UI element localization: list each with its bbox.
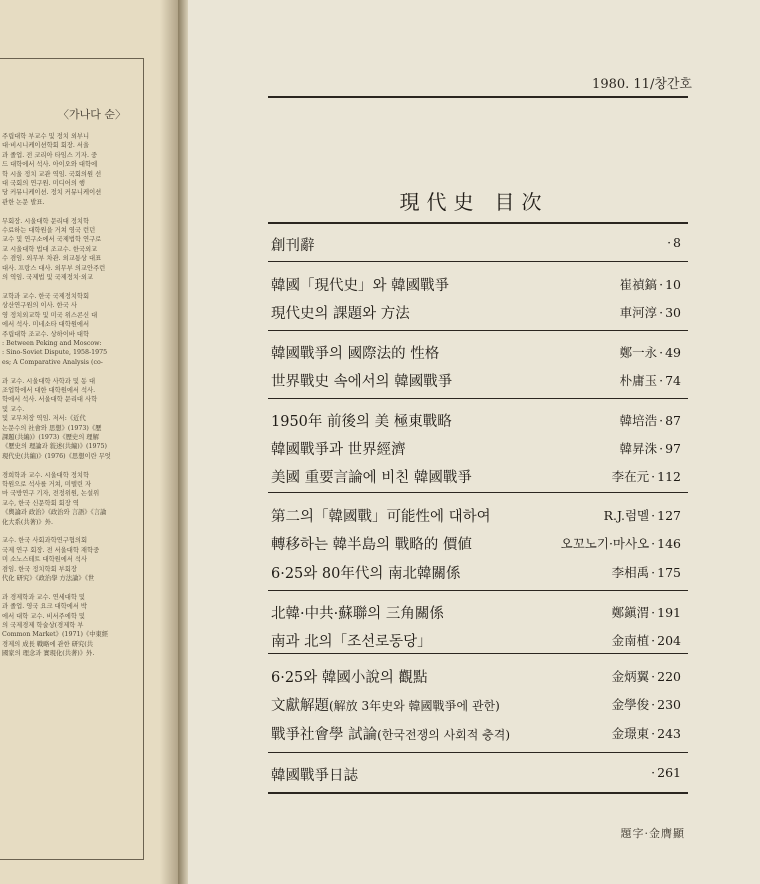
toc-entry[interactable]: [271, 234, 681, 258]
left-page-line: 논문수의 社會와 思想》(1973)《歷: [2, 424, 102, 432]
toc-entry-author-page: [612, 467, 681, 485]
left-page-line: 관한 논문 발표.: [2, 198, 45, 206]
toc-entry-page: 220: [657, 669, 681, 684]
toc-title: [188, 186, 760, 215]
toc-entry-separator: ·: [659, 305, 664, 320]
toc-entry-separator: ·: [659, 413, 664, 428]
left-facing-page: [0, 0, 178, 884]
toc-entry-separator: ·: [659, 373, 664, 388]
left-page-line: 학 시울 정치 교관 역임. 국회의원 선: [2, 170, 102, 178]
toc-entry[interactable]: [271, 438, 681, 462]
toc-entry-author-page: [612, 563, 681, 581]
toc-entry-separator: ·: [659, 277, 664, 292]
left-page-line: 교수. 한국 사회과학연구협의회: [2, 537, 88, 545]
toc-entry-separator: ·: [651, 633, 656, 648]
toc-divider: [268, 261, 688, 262]
toc-entry-page: 30: [665, 305, 681, 320]
toc-divider: [268, 330, 688, 331]
left-page-line: 주립대학 부교수 및 정치 외부니: [2, 133, 90, 140]
toc-entry-separator: ·: [651, 469, 656, 484]
left-page-line: 대사. 프랑스 대사. 외무부 의교안주런: [2, 264, 106, 272]
toc-entry-separator: ·: [651, 765, 656, 780]
left-page-header: 〈가나다 순〉: [58, 108, 127, 121]
toc-entry-separator: ·: [667, 235, 672, 250]
toc-entry-separator: ·: [651, 605, 656, 620]
toc-entry-title: [271, 438, 406, 459]
left-page-line: 에서 대학 교수. 비서주에학 및: [2, 612, 86, 620]
toc-entry-title-text: 韓國戰爭과 世界經濟: [271, 442, 406, 458]
left-page-line: 수료하는 대학원을 거쳐 영국 런던: [2, 227, 96, 235]
left-page-line: 미 소노스테트 대학원에서 석사: [2, 556, 88, 564]
toc-entry-page: 204: [657, 633, 681, 648]
toc-entry-author-page: [620, 439, 681, 457]
left-page-line: [2, 282, 142, 291]
left-page-line: 과 경제학과 교수. 연세대학 및: [2, 593, 86, 601]
left-page-line: : Between Peking and Moscow:: [2, 339, 102, 347]
left-page-line: 대·비시니케이션학회 회장. 서울: [2, 142, 90, 150]
left-page-line: 상산연구원의 이사. 한국 사: [2, 302, 77, 310]
toc-entry-title-text: 南과 北의「조선로동당」: [271, 634, 432, 650]
toc-title-sub: 目次: [494, 190, 549, 214]
toc-entry-title: [271, 466, 472, 487]
left-page-line: 《輿論과 政治》《政治와 言語》《言論: [2, 509, 107, 517]
toc-entry-author-page: [620, 371, 681, 389]
toc-divider: [268, 792, 688, 794]
toc-entry-title-text: 1950年 前後의 美 極東戰略: [271, 414, 452, 430]
toc-entry-title: [271, 764, 358, 785]
toc-entry-subtitle: (解放 3年史와 韓國戰爭에 관한): [329, 699, 500, 713]
book-gutter: [178, 0, 188, 884]
toc-entry-author-page: [649, 765, 681, 780]
toc-entry-author-page: [620, 303, 681, 321]
toc-entry-title: [271, 274, 449, 295]
left-page-line: 수 겸임. 외무부 차관. 외교통상 대표: [2, 255, 102, 263]
left-page-line: [2, 461, 142, 470]
toc-entry-page: 8: [673, 235, 681, 250]
left-page-line: 교 시울대학 법대 조교수. 한국외교: [2, 245, 98, 253]
toc-entry-page: 230: [657, 697, 681, 712]
toc-entry-author-page: [612, 667, 681, 685]
toc-entry-author-page: [612, 631, 681, 649]
toc-entry-title-text: 創刊辭: [271, 238, 315, 254]
left-page-line: 化大系(共著)》外.: [2, 518, 53, 526]
toc-entry-title-text: 轉移하는 韓半島의 戰略的 價値: [271, 537, 472, 553]
left-page-line: [2, 583, 142, 592]
toc-entry-title: [271, 533, 472, 554]
issue-label: 1980. 11/창간호: [592, 77, 692, 92]
toc-divider: [268, 653, 688, 654]
left-page-line: 代化 研究》《政治學 方法論》《世: [2, 575, 95, 583]
left-page-line: [2, 527, 142, 536]
toc-entry[interactable]: [271, 723, 681, 747]
toc-entry-author-page: [612, 695, 681, 713]
toc-entry[interactable]: [271, 505, 681, 529]
toc-entry[interactable]: [271, 302, 681, 326]
toc-entry-author: 韓昇洙: [619, 441, 658, 456]
toc-entry-author-page: [612, 724, 681, 742]
toc-entry-page: 49: [665, 345, 681, 360]
toc-divider: [268, 492, 688, 493]
toc-entry-title: [271, 602, 444, 623]
toc-entry-title-text: 文獻解題: [271, 698, 329, 714]
toc-entry-page: 261: [657, 765, 681, 780]
toc-entry[interactable]: [271, 630, 681, 654]
toc-entry-title-text: 世界戰史 속에서의 韓國戰爭: [271, 374, 453, 390]
toc-entry-title: [271, 723, 510, 744]
left-page-line: 학에서 석사. 서울대학 문리대 사학: [2, 396, 98, 404]
toc-entry-title: [271, 302, 410, 323]
toc-entry-author: 오꼬노기·마사오: [560, 536, 650, 551]
left-page-line: 당 커뮤니케이션. 정치 커뮤니케이션: [2, 189, 102, 197]
toc-entry[interactable]: [271, 533, 681, 557]
toc-divider: [268, 398, 688, 399]
toc-entry-title-text: 韓國戰爭日誌: [271, 768, 358, 784]
left-page-line: 대 국회의 연구원. 미디어의 행: [2, 180, 86, 188]
toc-entry-title: [271, 505, 491, 526]
toc-entry-author-page: [561, 534, 681, 552]
top-rule: [268, 96, 688, 98]
toc-entry-title-text: 北韓·中共·蘇聯의 三角關係: [271, 606, 444, 622]
toc-entry-title-text: 第二의「韓國戰」可能性에 대하여: [271, 509, 491, 525]
toc-entry-page: 243: [657, 726, 681, 741]
toc-entry-title-text: 6·25와 80年代의 南北韓關係: [271, 566, 461, 582]
toc-page: [188, 0, 760, 884]
toc-entry[interactable]: [271, 666, 681, 690]
toc-entry-author: 金璟東: [611, 726, 650, 741]
toc-entry-separator: ·: [651, 565, 656, 580]
toc-entry-author: 鄭一永: [619, 345, 658, 360]
toc-entry-title-text: 6·25와 韓國小說의 觀點: [271, 670, 428, 686]
toc-entry-author-page: [604, 506, 681, 524]
toc-entry-separator: ·: [651, 536, 656, 551]
toc-entry-author: 崔禎鎬: [619, 277, 658, 292]
calligraphy-credit: 題字·金膺顯: [620, 827, 685, 840]
left-page-line: [2, 207, 142, 216]
toc-entry-author: R.J.럼멜: [603, 508, 650, 523]
toc-entry-page: 146: [657, 536, 681, 551]
left-page-line: : Sino-Soviet Dispute, 1958-1975: [2, 349, 108, 357]
toc-entry-author: 李在元: [611, 469, 650, 484]
toc-entry-author-page: [665, 235, 681, 250]
toc-entry-separator: ·: [659, 441, 664, 456]
toc-entry-separator: ·: [651, 508, 656, 523]
toc-entry-separator: ·: [659, 345, 664, 360]
left-page-line: 드 대학에서 석사. 아이오와 대학에: [2, 161, 98, 169]
toc-entry-author: 金南植: [611, 633, 650, 648]
left-page-line: 영 정치외교학 및 미국 위스콘신 대: [2, 311, 98, 319]
toc-entry-title: [271, 562, 460, 583]
toc-entry-author: 車河淳: [619, 305, 658, 320]
left-page-line: 교학과 교수. 한국 국제정치학회: [2, 292, 90, 300]
left-page-line: 조업학에서 대한 대학원에서 석사.: [2, 386, 96, 394]
toc-entry[interactable]: [271, 410, 681, 434]
toc-entry-title: [271, 342, 439, 363]
left-page-line: 경희학과 교수. 시울대학 정치학: [2, 471, 90, 479]
toc-entry[interactable]: [271, 562, 681, 586]
toc-entry-title-text: 韓國「現代史」와 韓國戰爭: [271, 278, 450, 294]
toc-entry-author-page: [612, 603, 681, 621]
left-page-line: 및 교수.: [2, 405, 25, 413]
toc-entry-title-text: 現代史의 課題와 方法: [271, 306, 410, 322]
toc-entry-separator: ·: [651, 726, 656, 741]
toc-entry[interactable]: [271, 370, 681, 394]
left-page-line: 과 졸업. 영국 요크 대학에서 박: [2, 603, 88, 611]
left-page-line: Common Market》(1971)《中東經: [2, 631, 109, 639]
left-page-line: 및 교무처장 역임. 저서:《近代: [2, 415, 86, 423]
toc-entry-title: [271, 234, 315, 255]
left-page-line: 에서 석사. 미네소타 대학원에서: [2, 321, 90, 329]
toc-entry-author-page: [620, 411, 681, 429]
toc-entry-author: 朴庸玉: [619, 373, 658, 388]
toc-divider: [268, 590, 688, 591]
toc-entry-author: 金炳翼: [611, 669, 650, 684]
left-page-line: [2, 367, 142, 376]
left-page-text: [2, 132, 142, 659]
left-page-line: 現代史(共編)》(1976)《思想이란 무엇: [2, 452, 111, 460]
toc-entry-page: 112: [657, 469, 681, 484]
toc-entry[interactable]: [271, 342, 681, 366]
left-page-line: 과 졸업. 전 코리아 타임스 기자. 중: [2, 151, 98, 159]
left-page-line: 교수 및 연구소에서 국제법학 연구로: [2, 236, 102, 244]
toc-entry-title: [271, 666, 428, 687]
left-page-line: 학원으로 석사를 거쳐, 미텔린 자: [2, 480, 92, 488]
toc-entry-page: 191: [657, 605, 681, 620]
toc-entry-page: 10: [665, 277, 681, 292]
toc-entry-subtitle: (한국전쟁의 사회적 충격): [377, 728, 511, 742]
toc-entry-page: 127: [657, 508, 681, 523]
toc-entry-page: 97: [665, 441, 681, 456]
toc-entry-page: 175: [657, 565, 681, 580]
left-page-line: 의 역임. 국제법 및 국제정치·외교: [2, 274, 94, 282]
toc-entry-author: 李相禹: [611, 565, 650, 580]
toc-divider: [268, 752, 688, 753]
toc-divider: [268, 222, 688, 224]
toc-entry-title: [271, 370, 452, 391]
toc-entry-page: 74: [665, 373, 681, 388]
toc-title-main: 現代史: [399, 190, 481, 214]
toc-entry-author-page: [620, 275, 681, 293]
toc-entry-title: [271, 630, 432, 651]
toc-entry-separator: ·: [651, 697, 656, 712]
left-page-line: 무회장. 시울대학 문리대 정치학: [2, 217, 90, 225]
left-page-line: 경제의 成長 戰略에 관한 研究(共: [2, 640, 94, 648]
left-page-line: 國家의 理念과 實現化(共著)》外.: [2, 650, 95, 658]
toc-entry-title: [271, 694, 500, 715]
left-page-line: 의 국제경제 학술상(경제학 부: [2, 622, 84, 630]
toc-entry-author-page: [620, 343, 681, 361]
left-page-line: es; A Comparative Analysis (co-: [2, 358, 103, 366]
toc-entry-author: 鄭鎭渭: [611, 605, 650, 620]
left-page-line: 겸임. 한국 정치학회 부회장: [2, 565, 77, 573]
toc-entry[interactable]: [271, 466, 681, 490]
toc-entry[interactable]: [271, 694, 681, 718]
left-page-line: 교수, 한국 신문학회 회장 역: [2, 499, 79, 507]
toc-entry-author: 金學俊: [611, 697, 650, 712]
toc-entry-title: [271, 410, 452, 431]
toc-entry-title-text: 韓國戰爭의 國際法的 性格: [271, 346, 440, 362]
toc-entry-page: 87: [665, 413, 681, 428]
left-page-line: 課題(共編)》(1973)《歷史의 理解: [2, 433, 99, 441]
left-page-line: 《歷史의 理論과 敍述(共編)》(1975): [2, 443, 107, 451]
toc-entry-title-text: 美國 重要言論에 비친 韓國戰爭: [271, 470, 472, 486]
toc-entry-separator: ·: [651, 669, 656, 684]
toc-entry-title-text: 戰爭社會學 試論: [271, 727, 378, 743]
left-page-line: 과 교수. 시울대학 사학과 및 동 대: [2, 377, 96, 385]
toc-entry[interactable]: [271, 274, 681, 298]
toc-entry[interactable]: [271, 602, 681, 626]
toc-entry-author: 韓培浩: [619, 413, 658, 428]
left-page-line: 주립대학 조교수. 상하이바 대학: [2, 330, 90, 338]
toc-entry[interactable]: [271, 764, 681, 788]
left-page-line: 국제 연구 회장. 전 서울대학 재학중: [2, 546, 100, 554]
left-page-line: 마 국방연구 기자, 전정위원, 논설위: [2, 490, 100, 498]
